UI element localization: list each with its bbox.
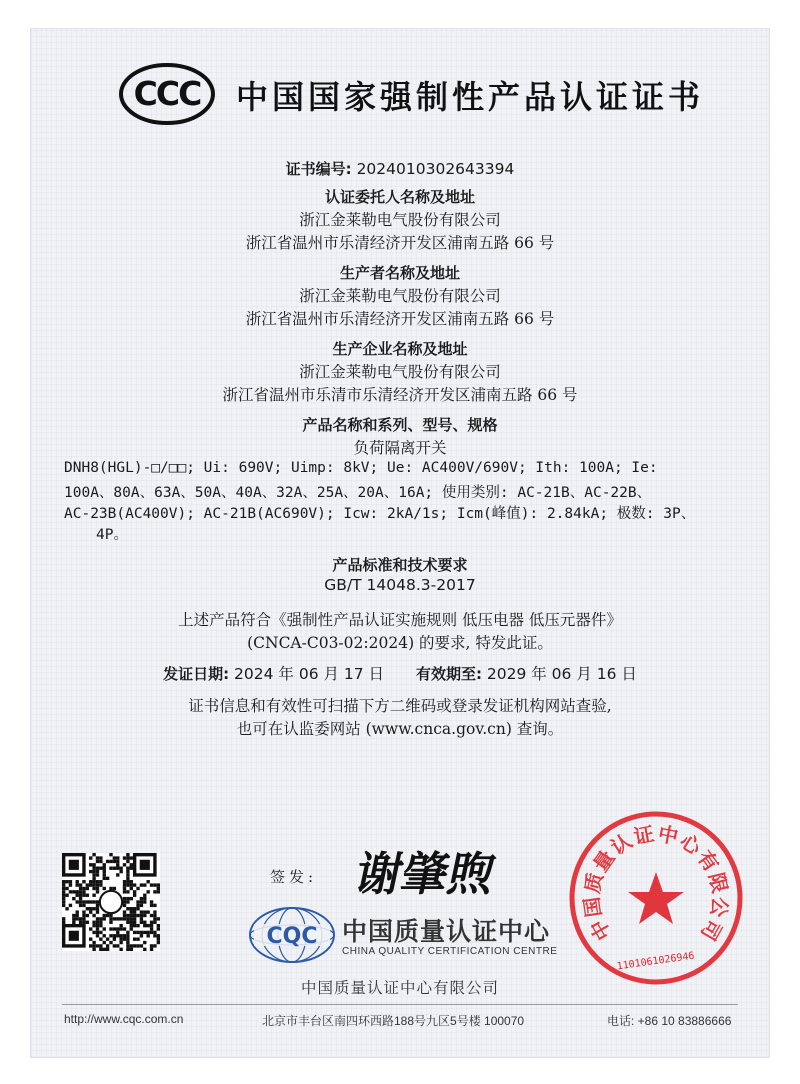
certificate-number-label: 证书编号: <box>285 160 352 178</box>
product-spec-line: 100A、80A、63A、50A、40A、32A、25A、20A、16A; 使用类别: AC-21B、AC-22B、 <box>64 485 652 501</box>
statement-line: 上述产品符合《强制性产品认证实施规则 低压电器 低压元器件》 <box>178 611 622 629</box>
factory-address: 浙江省温州市乐清市乐清经济开发区浦南五路 66 号 <box>222 386 578 404</box>
seal-char: 质 <box>579 870 608 896</box>
issue-date-label: 发证日期: <box>163 665 230 683</box>
seal-char: 认 <box>606 828 637 860</box>
applicant-address: 浙江省温州市乐清经济开发区浦南五路 66 号 <box>245 234 555 252</box>
verify-line: 证书信息和有效性可扫描下方二维码或登录发证机构网站查验, <box>188 697 612 715</box>
verify-line: 也可在认监委网站 (www.cnca.gov.cn) 查询。 <box>236 720 564 738</box>
footer-phone: 电话: +86 10 83886666 <box>607 1014 732 1028</box>
certificate-number-row <box>30 158 770 179</box>
seal-code: 1101061026946 <box>616 950 696 973</box>
factory-name: 浙江金莱勒电气股份有限公司 <box>299 363 501 381</box>
product-label: 产品名称和系列、型号、规格 <box>302 416 498 434</box>
product-name: 负荷隔离开关 <box>353 439 447 457</box>
product-spec-line: 4P。 <box>96 527 128 543</box>
cqc-logo <box>248 906 336 964</box>
standard-value: GB/T 14048.3-2017 <box>324 576 476 594</box>
ccc-logo <box>118 62 216 126</box>
expiry-date: 2029 年 06 月 16 日 <box>486 665 637 683</box>
cqc-logo-text: CQC <box>266 924 318 949</box>
seal-char: 中 <box>656 821 681 849</box>
seal-char: 国 <box>579 895 607 919</box>
seal-char: 限 <box>704 870 733 896</box>
seal-star-icon <box>628 872 684 924</box>
expiry-date-label: 有效期至: <box>415 665 482 683</box>
issuer-full-name: 中国质量认证中心有限公司 <box>300 979 499 997</box>
certificate-number: 2024010302643394 <box>356 160 515 178</box>
seal-char: 有 <box>692 845 724 877</box>
footer-website[interactable]: http://www.cqc.com.cn <box>64 1012 184 1026</box>
issuer-name-cn: 中国质量认证中心 <box>342 917 551 946</box>
factory-label: 生产企业名称及地址 <box>332 340 468 358</box>
footer-address: 北京市丰台区南四环西路188号九区5号楼 100070 <box>262 1014 525 1028</box>
product-spec-line: AC-23B(AC400V); AC-21B(AC690V); Icw: 2kA/1s; Icm(峰值): 2.84kA; 极数: 3P、 <box>64 506 696 522</box>
seal-char: 司 <box>696 915 727 945</box>
handwritten-signature <box>338 838 508 908</box>
signature-label: 签发: <box>270 868 318 886</box>
seal-char: 心 <box>675 828 706 860</box>
dates-row <box>30 662 770 684</box>
product-spec-line: DNH8(HGL)-□/□□; Ui: 690V; Uimp: 8kV; Ue: AC400V/690V; Ith: 100A; Ie: <box>64 460 658 476</box>
footer-divider <box>62 1004 738 1005</box>
qr-code-icon[interactable] <box>62 853 160 951</box>
issuer-name-en: CHINA QUALITY CERTIFICATION CENTRE <box>342 946 558 957</box>
ccc-logo-text: CCC <box>133 74 201 113</box>
official-seal <box>566 808 746 988</box>
issue-date: 2024 年 06 月 17 日 <box>234 665 385 683</box>
certificate-title: 中国国家强制性产品认证证书 <box>236 78 705 116</box>
manufacturer-label: 生产者名称及地址 <box>339 264 460 282</box>
manufacturer-name: 浙江金莱勒电气股份有限公司 <box>299 287 501 305</box>
svg-text:谢肇煦: 谢肇煦 <box>350 846 501 901</box>
seal-char: 中 <box>585 915 616 945</box>
statement-line: (CNCA-C03-02:2024) 的要求, 特发此证。 <box>247 634 553 652</box>
standard-label: 产品标准和技术要求 <box>332 556 468 574</box>
seal-char: 公 <box>705 895 733 919</box>
seal-char: 量 <box>588 845 620 877</box>
seal-char: 证 <box>631 821 656 849</box>
applicant-label: 认证委托人名称及地址 <box>324 188 475 206</box>
manufacturer-address: 浙江省温州市乐清经济开发区浦南五路 66 号 <box>245 310 555 328</box>
applicant-name: 浙江金莱勒电气股份有限公司 <box>299 211 501 229</box>
